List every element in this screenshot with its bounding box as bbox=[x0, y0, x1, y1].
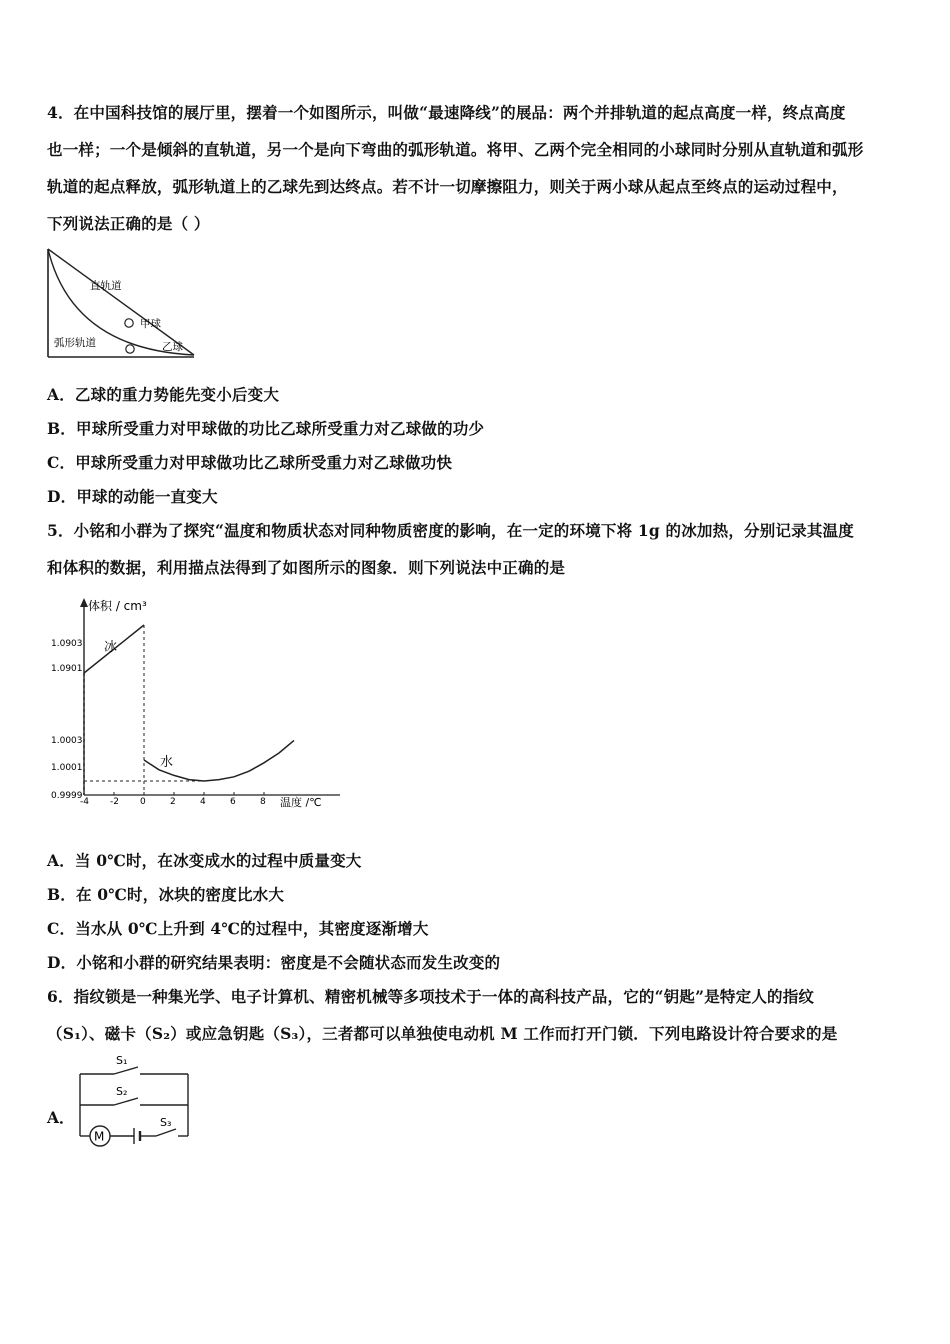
q6-line-2: （S₁）、磁卡（S₂）或应急钥匙（S₃），三者都可以单独使电动机 M 工作而打开门锁．下列电路设计符合要求的是 bbox=[47, 1024, 838, 1043]
q4-option-c: C．甲球所受重力对甲球做功比乙球所受重力对乙球做功快 bbox=[47, 453, 453, 472]
q5-option-c: C．当水从 0℃上升到 4℃的过程中，其密度逐渐增大 bbox=[47, 919, 429, 938]
volume-temperature-chart bbox=[40, 595, 340, 813]
y-axis-label: 体积 / cm³ bbox=[88, 599, 147, 613]
y-tick-label: 0.9999 bbox=[51, 791, 83, 801]
x-tick-label: 6 bbox=[230, 797, 236, 807]
ball-a-label: 甲球 bbox=[140, 318, 161, 330]
x-axis-label: 温度 /℃ bbox=[280, 796, 322, 809]
y-tick-label: 1.0003 bbox=[51, 736, 83, 746]
q5-option-a: A．当 0℃时，在冰变成水的过程中质量变大 bbox=[47, 851, 362, 870]
water-label: 水 bbox=[160, 755, 174, 770]
ice-label: 冰 bbox=[104, 640, 118, 655]
q4-option-a: A．乙球的重力势能先变小后变大 bbox=[47, 385, 280, 404]
x-tick-label: 0 bbox=[140, 797, 146, 807]
switch-s1 bbox=[114, 1067, 138, 1074]
ball-b-icon bbox=[126, 345, 134, 353]
x-tick-label: -4 bbox=[80, 797, 89, 807]
switch-s2 bbox=[114, 1098, 138, 1105]
s3-label: S₃ bbox=[160, 1116, 172, 1129]
q4-line-1: 4．在中国科技馆的展厅里，摆着一个如图所示，叫做“最速降线”的展品：两个并排轨道的起点高度一样，终点高度 bbox=[47, 103, 846, 122]
y-tick-label: 1.0001 bbox=[51, 763, 83, 773]
brachistochrone-figure bbox=[44, 245, 204, 363]
circuit-diagram-a bbox=[76, 1052, 222, 1154]
q4-option-b: B．甲球所受重力对甲球做的功比乙球所受重力对乙球做的功少 bbox=[47, 419, 485, 438]
q5-line-1: 5．小铭和小群为了探究“温度和物质状态对同种物质密度的影响，在一定的环境下将 1g 的冰加热，分别记录其温度 bbox=[47, 521, 854, 540]
y-tick-label: 1.0901 bbox=[51, 664, 83, 674]
ball-b-label: 乙球 bbox=[162, 341, 183, 353]
s1-label: S₁ bbox=[116, 1054, 128, 1067]
ball-a-icon bbox=[125, 319, 133, 327]
motor-label: M bbox=[94, 1129, 105, 1144]
q5-option-b: B．在 0℃时，冰块的密度比水大 bbox=[47, 885, 285, 904]
q4-line-3: 轨道的起点释放，弧形轨道上的乙球先到达终点。若不计一切摩擦阻力，则关于两小球从起点至终点的运动过程中， bbox=[47, 177, 848, 196]
s2-label: S₂ bbox=[116, 1085, 128, 1098]
straight-track-label: 直轨道 bbox=[90, 280, 122, 292]
switch-s3 bbox=[156, 1129, 176, 1136]
y-axis-arrow bbox=[80, 598, 88, 607]
q6-line-1: 6．指纹锁是一种集光学、电子计算机、精密机械等多项技术于一体的高科技产品，它的“钥匙”是特定人的指纹 bbox=[47, 987, 815, 1006]
x-tick-label: 4 bbox=[200, 797, 206, 807]
q6-option-a-label: A． bbox=[47, 1108, 75, 1127]
q5-line-2: 和体积的数据，利用描点法得到了如图所示的图象．则下列说法中正确的是 bbox=[47, 558, 566, 577]
q4-line-2: 也一样；一个是倾斜的直轨道，另一个是向下弯曲的弧形轨道。将甲、乙两个完全相同的小球同时分别从直轨道和弧形 bbox=[47, 140, 864, 159]
q4-option-d: D．甲球的动能一直变大 bbox=[47, 487, 218, 506]
q5-option-d: D．小铭和小群的研究结果表明：密度是不会随状态而发生改变的 bbox=[47, 953, 501, 972]
curved-track-label: 弧形轨道 bbox=[54, 337, 96, 349]
y-tick-label: 1.0903 bbox=[51, 639, 83, 649]
x-tick-label: 2 bbox=[170, 797, 176, 807]
q4-line-4: 下列说法正确的是（ ） bbox=[47, 214, 210, 233]
x-tick-label: -2 bbox=[110, 797, 119, 807]
x-tick-label: 8 bbox=[260, 797, 266, 807]
